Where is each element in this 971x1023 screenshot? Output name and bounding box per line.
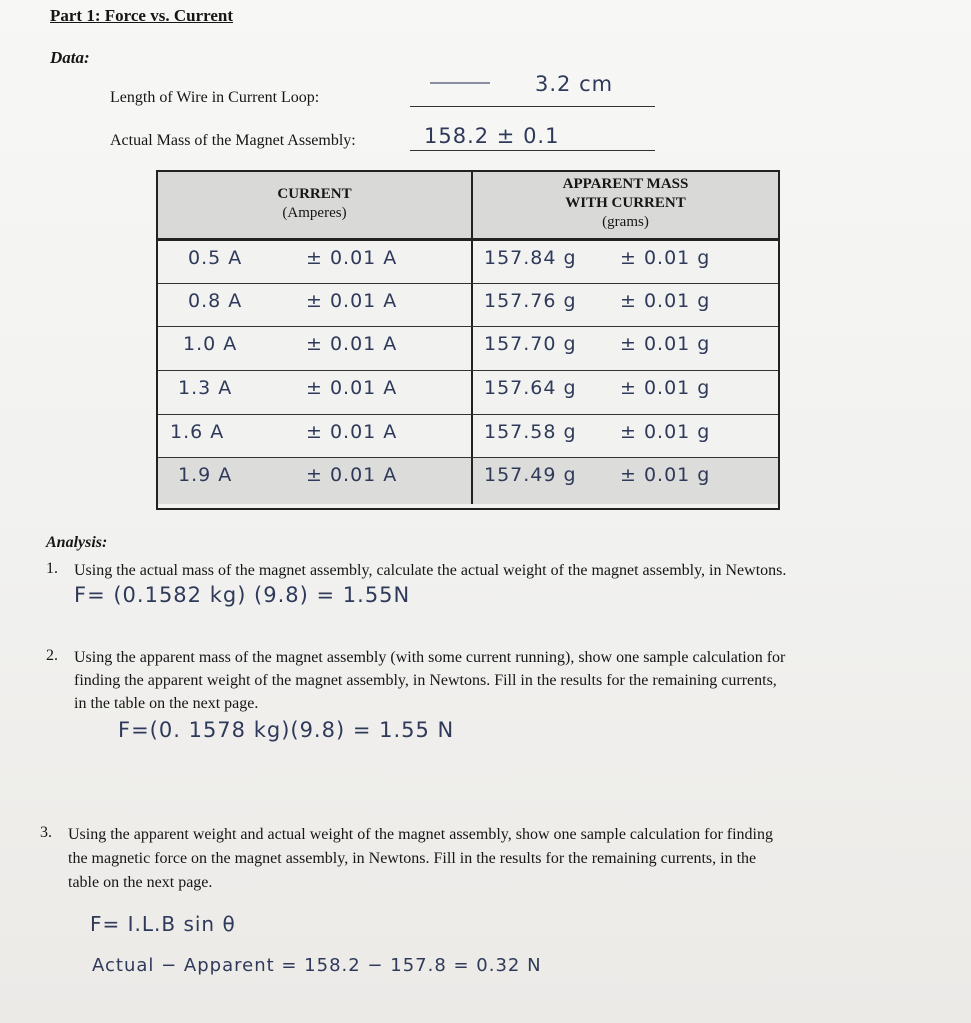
magnet-mass-label: Actual Mass of the Magnet Assembly: — [110, 132, 356, 149]
wire-length-value: 3.2 cm — [535, 72, 614, 96]
question-1-number: 1. — [46, 560, 58, 577]
question-3-formula: F= I.L.B sin θ — [90, 912, 236, 936]
question-2-line-1: Using the apparent mass of the magnet assembly (with some current running), show one sample calculation for — [74, 649, 786, 666]
question-1-answer: F= (0.1582 kg) (9.8) = 1.55N — [74, 583, 411, 607]
wire-length-label: Length of Wire in Current Loop: — [110, 89, 320, 106]
table-row: 1.9 A ± 0.01 A 157.49 g ± 0.01 g — [158, 458, 778, 504]
table-row: 1.0 A ± 0.01 A 157.70 g ± 0.01 g — [158, 327, 778, 371]
question-2-number: 2. — [46, 647, 58, 664]
table-header — [158, 172, 778, 241]
question-3-line-1: Using the apparent weight and actual weight of the magnet assembly, show one sample calculation for finding — [68, 826, 773, 843]
data-label: Data: — [50, 48, 90, 67]
question-2-answer: F=(0. 1578 kg)(9.8) = 1.55 N — [118, 718, 455, 742]
question-2-line-3: in the table on the next page. — [74, 695, 259, 712]
part-title: Part 1: Force vs. Current — [50, 6, 234, 25]
header-apparent-mass: APPARENT MASS WITH CURRENT (grams) — [562, 176, 689, 230]
table-row: 0.5 A ± 0.01 A 157.84 g ± 0.01 g — [158, 241, 778, 284]
question-3-line-3: table on the next page. — [68, 874, 213, 891]
question-3-line-2: the magnetic force on the magnet assembly, in Newtons. Fill in the results for the remaining currents, in the — [68, 850, 757, 867]
table-row: 1.6 A ± 0.01 A 157.58 g ± 0.01 g — [158, 415, 778, 458]
question-1-text: Using the actual mass of the magnet assembly, calculate the actual weight of the magnet assembly, in Newtons. — [74, 562, 787, 579]
data-table — [156, 170, 780, 510]
magnet-mass-value: 158.2 ± 0.1 — [424, 124, 560, 148]
question-2-line-2: finding the apparent weight of the magnet assembly, in Newtons. Fill in the results for the remaining currents, — [74, 672, 777, 689]
table-row: 0.8 A ± 0.01 A 157.76 g ± 0.01 g — [158, 284, 778, 327]
analysis-heading: Analysis: — [46, 534, 108, 551]
scribble-mark — [430, 82, 490, 84]
header-current: CURRENT (Amperes) — [277, 186, 352, 221]
wire-length-line — [410, 106, 655, 107]
table-row: 1.3 A ± 0.01 A 157.64 g ± 0.01 g — [158, 371, 778, 415]
question-3-answer: Actual − Apparent = 158.2 − 157.8 = 0.32 N — [92, 955, 542, 976]
magnet-mass-line — [410, 150, 655, 151]
question-3-number: 3. — [40, 824, 52, 841]
